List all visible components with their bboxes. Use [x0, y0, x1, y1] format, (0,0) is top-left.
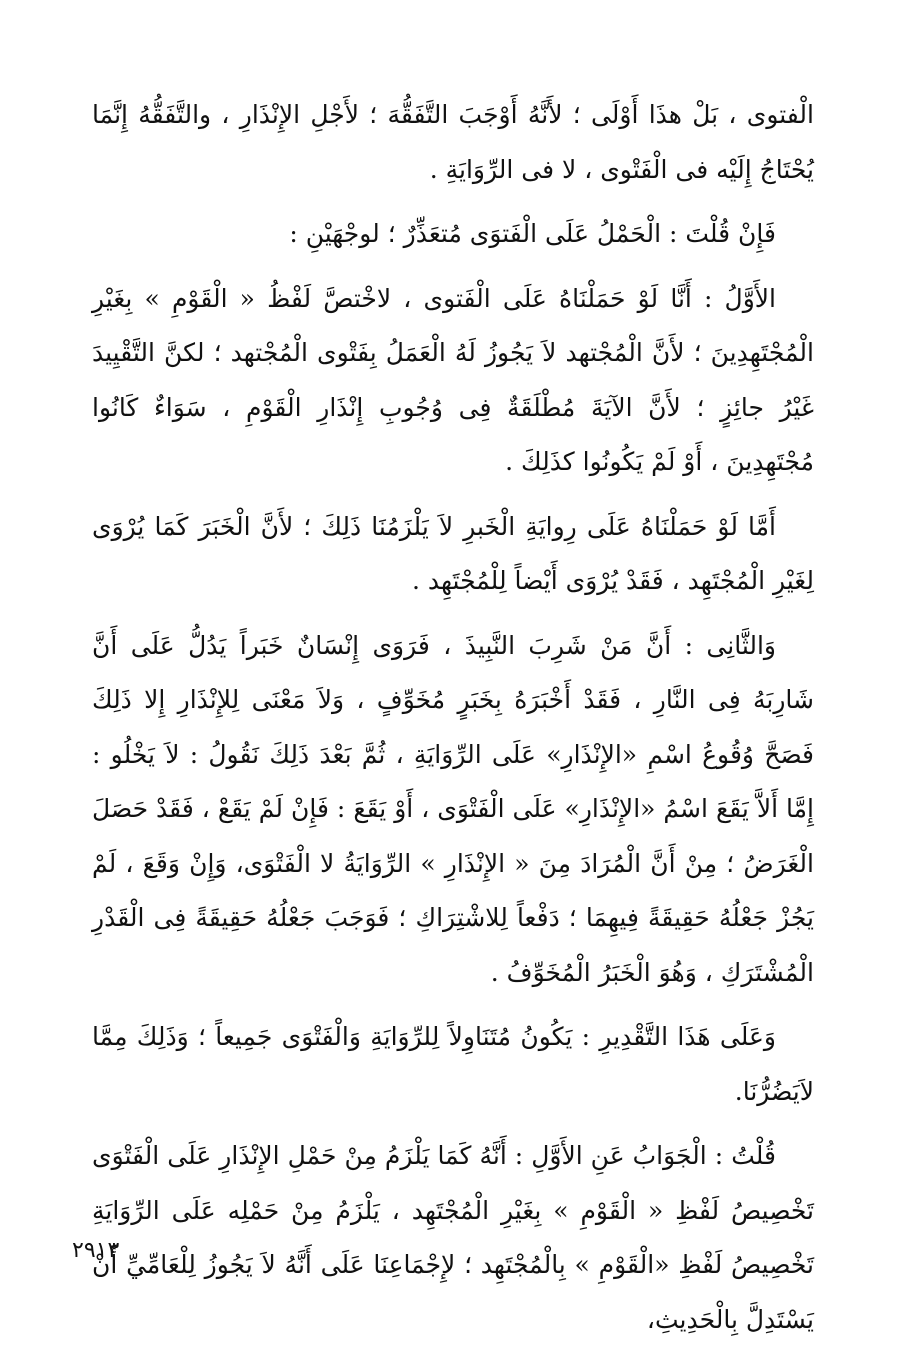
paragraph-gap — [92, 1119, 814, 1129]
paragraph-4: أَمَّا لَوْ حَمَلْنَاهُ عَلَى رِوايَةِ الْخَبرِ لاَ يَلْزَمُنَا ذَلِكَ ؛ لأَنَّ الْخَبَرَ كَمَا يُرْوَى لِغَيْرِ الْمُجْتَهِد ، فَقَدْ يُرْوَى أَيْضاً لِلْمُجْتَهِد . — [92, 511, 814, 595]
paragraph-gap — [92, 1000, 814, 1010]
paragraph-gap — [92, 262, 814, 272]
paragraph-gap — [92, 490, 814, 500]
paragraph-gap — [92, 197, 814, 207]
paragraph-5: وَالثَّانِى : أَنَّ مَنْ شَرِبَ النَّبِيذَ ، فَرَوَى إِنْسَانٌ خَبَراً يَدُلُّ عَلَى أَنَّ شَارِبَهُ فِى النَّارِ ، فَقَدْ أَخْبَرَهُ بِخَبَرٍ مُخَوِّفٍ ، وَلاَ مَعْنَى لِلإِنْذَارِ إِلا ذَلِكَ فَصَحَّ وُقُوعُ اسْمِ «الإِنْذَارِ» عَلَى الرِّوَايَةِ ، ثُمَّ بَعْدَ ذَلِكَ نَقُولُ : لاَ يَخْلُو : إِمَّا أَلاَّ يَقَعَ اسْمُ «الإِنْذَارِ» عَلَى الْفَتْوَى ، أَوْ يَقَعَ : فَإِنْ لَمْ يَقَعْ ، فَقَدْ حَصَلَ الْغَرَضُ ؛ مِنْ أَنَّ الْمُرَادَ مِنَ « الإِنْذَارِ » الرِّوَايَةُ لا الْفَتْوَى، وَإِنْ وَقَعَ ، لَمْ يَجُزْ جَعْلُهُ حَقِيقَةً فِيهِمَا ؛ دَفْعاً لِلاشْتِرَاكِ ؛ فَوَجَبَ جَعْلُهُ حَقِيقَةً فِى الْقَدْرِ الْمُشْتَرَكِ ، وَهُوَ الْخَبَرُ الْمُخَوِّفُ . — [92, 630, 814, 987]
paragraph-3: الأَوَّلُ : أَنَّا لَوْ حَمَلْنَاهُ عَلَى الْفَتوى ، لاخْتصَّ لَفْظُ « الْقَوْمِ » بِغَيْرِ الْمُجْتَهِدِينَ ؛ لأَنَّ الْمُجْتهد لاَ يَجُوزُ لَهُ الْعَمَلُ بِفَتْوى الْمُجْتهد ؛ لكنَّ التَّقْيِيدَ غَيْرُ جائِزٍ ؛ لأَنَّ الآيَةَ مُطْلَقَةٌ فِى وُجُوبِ إِنْذَارِ الْقَوْمِ ، سَوَاءٌ كَانُوا مُجْتَهِدِينَ ، أَوْ لَمْ يَكُونُوا كذَلِكَ . — [92, 283, 814, 476]
paragraph-7: قُلْتُ : الْجَوَابُ عَنِ الأَوَّلِ : أَنَّهُ كَمَا يَلْزَمُ مِنْ حَمْلِ الإِنْذَارِ عَلَى الْفَتْوَى تَخْصِيصُ لَفْظِ « الْقَوْمِ » بِغَيْرِ الْمُجْتَهِد ، يَلْزَمُ مِنْ حَمْلِه عَلَى الرِّوَايَةِ تَخْصِيصُ لَفْظِ «الْقَوْمِ » بِالْمُجْتَهِد ؛ لإِجْمَاعِنَا عَلَى أَنَّهُ لاَ يَجُوزُ لِلْعَامِّيِّ أَنْ يَسْتَدِلَّ بِالْحَدِيثِ، — [92, 1141, 814, 1334]
paragraph-2: فَإِنْ قُلْتَ : الْحَمْلُ عَلَى الْفَتوَى مُتعَذِّرٌ ؛ لوجْهَيْنِ : — [289, 219, 776, 248]
paragraph-6: وَعَلَى هَذَا التَّقْدِيرِ : يَكُونُ مُتَنَاوِلاً لِلرِّوَايَةِ وَالْفَتْوَى جَمِيعاً ؛ وَذَلِكَ مِمَّا لاَيَضُرُّنَا. — [92, 1022, 814, 1106]
paragraph-gap — [92, 609, 814, 619]
paragraph-1: الْفتوى ، بَلْ هذَا أَوْلَى ؛ لأَنَّهُ أَوْجَبَ التَّفَقُّهَ ؛ لأَجْلِ الإِنْذَارِ ، والتَّفَقُّهُ إِنَّمَا يُحْتَاجُ إِلَيْه فى الْفَتْوى ، لا فى الرِّوَايَةِ . — [92, 100, 814, 184]
page-number: ٢٩١٣ — [72, 1238, 120, 1263]
page-text-block — [92, 88, 814, 1334]
